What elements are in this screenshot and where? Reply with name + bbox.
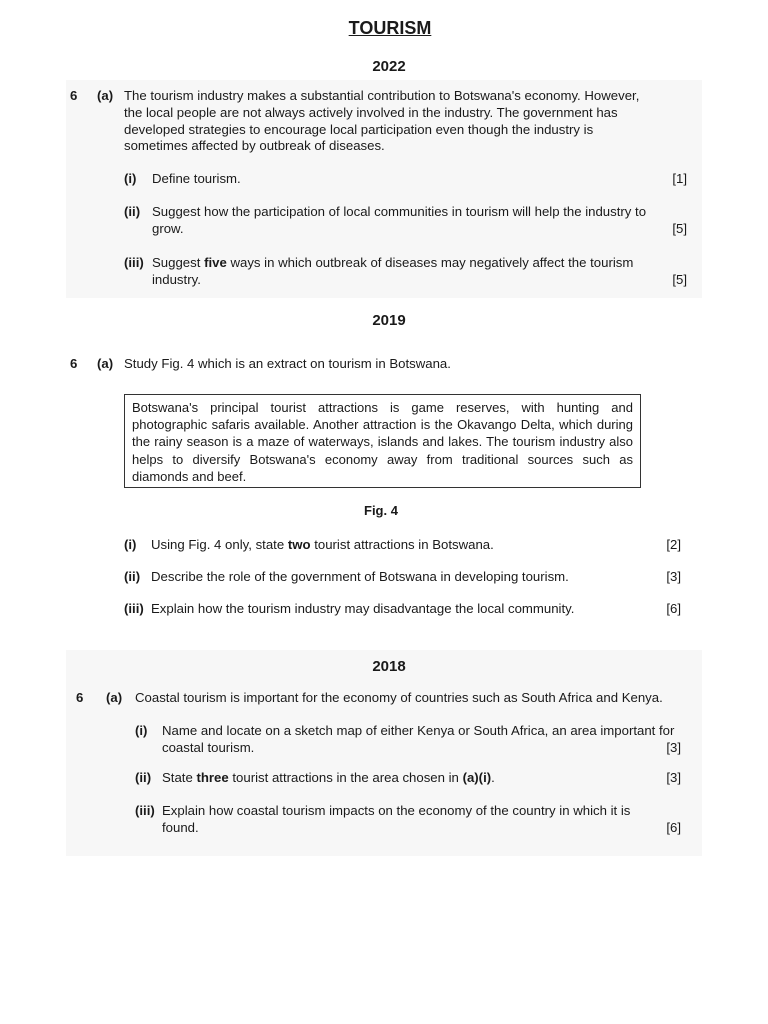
marks: [6] bbox=[666, 820, 681, 835]
marks: [1] bbox=[672, 171, 687, 186]
subpart-label: (ii) bbox=[124, 569, 141, 584]
marks: [3] bbox=[666, 770, 681, 785]
subpart-label: (iii) bbox=[124, 255, 144, 270]
question-part: (a) bbox=[97, 88, 114, 103]
marks: [2] bbox=[666, 537, 681, 552]
question-intro: Coastal tourism is important for the economy of countries such as South Africa and Kenya. bbox=[135, 690, 663, 705]
subpart-label: (iii) bbox=[135, 803, 155, 818]
marks: [6] bbox=[666, 601, 681, 616]
page-title: TOURISM bbox=[348, 18, 432, 38]
subpart-text: Using Fig. 4 only, state two tourist attractions in Botswana. bbox=[151, 537, 494, 552]
question-number: 6 bbox=[76, 690, 84, 705]
subpart-text: Suggest how the participation of local communities in tourism will help the industry to grow. bbox=[152, 204, 647, 236]
subpart-label: (ii) bbox=[135, 770, 152, 785]
question-part: (a) bbox=[106, 690, 123, 705]
question-intro: The tourism industry makes a substantial contribution to Botswana's economy. However, the local people are not always actively involved in the industry. The government has developed strategies to encourage local participation even though the industry is sometimes affected by outbreak of diseases. bbox=[124, 88, 640, 154]
figure-caption: Fig. 4 bbox=[364, 503, 398, 518]
subpart-text: Describe the role of the government of Botswana in developing tourism. bbox=[151, 569, 569, 584]
subpart-text: Define tourism. bbox=[152, 171, 241, 186]
subpart-text: Explain how coastal tourism impacts on the economy of the country in which it is found. bbox=[162, 803, 631, 835]
question-number: 6 bbox=[70, 88, 78, 103]
question-part: (a) bbox=[97, 356, 114, 371]
year-heading-2022: 2022 bbox=[372, 58, 406, 75]
extract-box: Botswana's principal tourist attractions is game reserves, with hunting and photographic safaris available. Another attraction is the Okavango Delta, which during the rainy season is a maze of waterways, islands and lakes. The tourism industry also helps to diversify Botswana's economy away from traditional sources such as diamonds and beef. bbox=[124, 394, 641, 488]
subpart-text: State three tourist attractions in the area chosen in (a)(i). bbox=[162, 770, 495, 785]
subpart-label: (i) bbox=[124, 537, 137, 552]
marks: [3] bbox=[666, 569, 681, 584]
subpart-label: (i) bbox=[135, 723, 148, 738]
subpart-label: (iii) bbox=[124, 601, 144, 616]
subpart-text: Suggest five ways in which outbreak of diseases may negatively affect the tourism industry. bbox=[152, 255, 634, 287]
subpart-text: Name and locate on a sketch map of either Kenya or South Africa, an area important for coastal tourism. bbox=[162, 723, 675, 755]
marks: [5] bbox=[672, 221, 687, 236]
marks: [5] bbox=[672, 272, 687, 287]
subpart-label: (i) bbox=[124, 171, 137, 186]
subpart-text: Explain how the tourism industry may disadvantage the local community. bbox=[151, 601, 575, 616]
subpart-label: (ii) bbox=[124, 204, 141, 219]
year-heading-2018: 2018 bbox=[372, 658, 406, 675]
question-intro: Study Fig. 4 which is an extract on tourism in Botswana. bbox=[124, 356, 451, 371]
year-heading-2019: 2019 bbox=[372, 312, 406, 329]
question-number: 6 bbox=[70, 356, 78, 371]
marks: [3] bbox=[666, 740, 681, 755]
